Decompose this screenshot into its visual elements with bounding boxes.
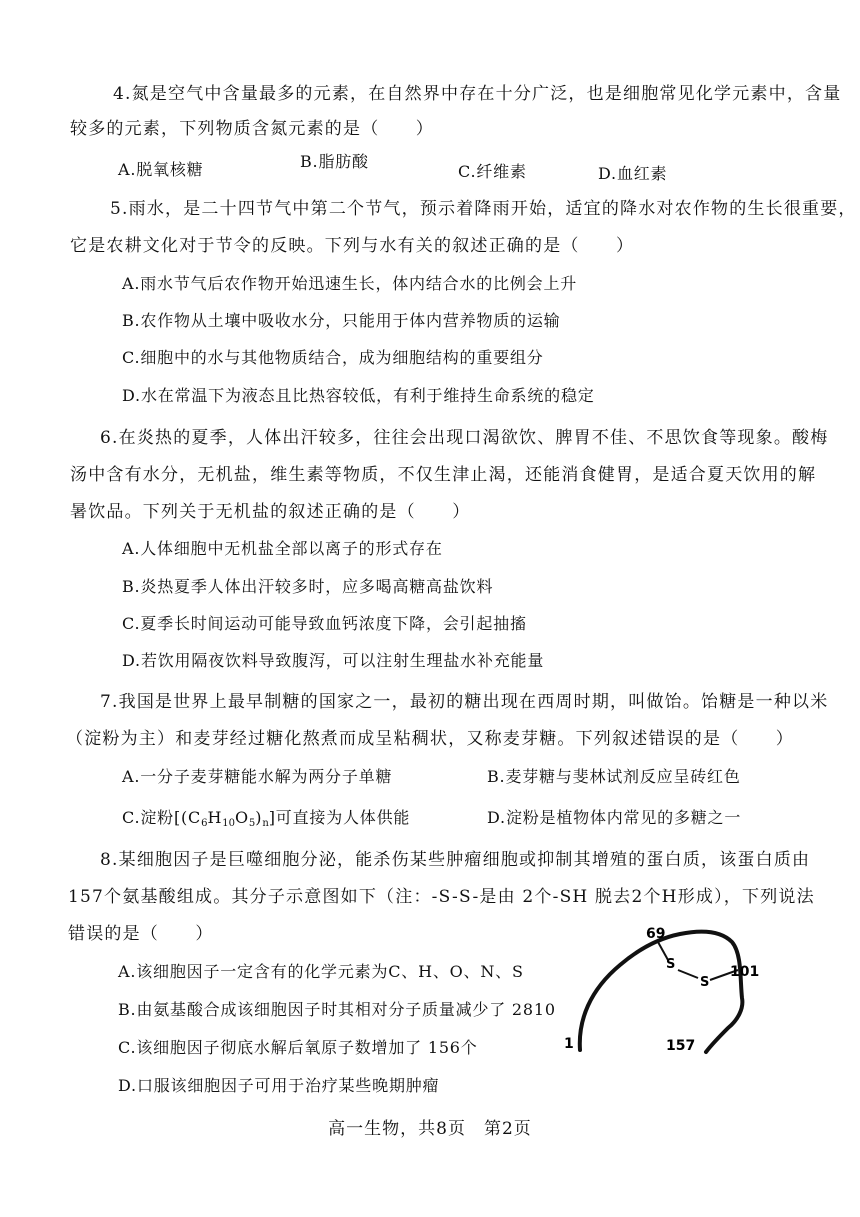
q8-option-a: A.该细胞因子一定含有的化学元素为C、H、O、N、S	[118, 962, 524, 981]
q7-option-c-sub-6: 6	[201, 818, 208, 829]
q5-option-d: D.水在常温下为液态且比热容较低，有利于维持生命系统的稳定	[122, 386, 595, 405]
q7-stem-line1: 7.我国是世界上最早制糖的国家之一，最初的糖出现在西周时期，叫做饴。饴糖是一种以米	[100, 692, 829, 712]
residue-label-101: 101	[730, 964, 760, 980]
q8-stem-line3: 错误的是（ ）	[68, 924, 214, 944]
q7-option-c-sub-10: 10	[222, 818, 235, 829]
q7-option-c-h: H	[207, 808, 223, 827]
q5-option-c: C.细胞中的水与其他物质结合，成为细胞结构的重要组分	[122, 348, 544, 367]
q7-option-c-suffix: ]可直接为人体供能	[268, 808, 411, 827]
q8-option-b: B.由氨基酸合成该细胞因子时其相对分子质量减少了 2810	[118, 1000, 556, 1019]
q5-stem-line2: 它是农耕文化对于节令的反映。下列与水有关的叙述正确的是（ ）	[70, 236, 635, 256]
q7-option-c	[122, 808, 410, 834]
q5-option-a: A.雨水节气后农作物开始迅速生长，体内结合水的比例会上升	[122, 274, 578, 293]
q5-option-b: B.农作物从土壤中吸收水分，只能用于体内营养物质的运输	[122, 311, 561, 330]
q7-option-a: A.一分子麦芽糖能水解为两分子单糖	[122, 767, 393, 786]
q7-option-c-o: O	[234, 808, 249, 827]
q6-option-b: B.炎热夏季人体出汗较多时，应多喝高糖高盐饮料	[122, 577, 494, 596]
q7-option-d: D.淀粉是植物体内常见的多糖之一	[487, 808, 742, 827]
residue-label-69: 69	[646, 926, 666, 942]
q6-option-a: A.人体细胞中无机盐全部以离子的形式存在	[122, 539, 443, 558]
protein-chain-diagram	[560, 920, 790, 1060]
q7-option-c-prefix: C.淀粉[(C	[122, 808, 202, 827]
q4-option-b: B.脂肪酸	[300, 152, 369, 171]
residue-label-157: 157	[666, 1038, 696, 1054]
q4-option-d: D.血红素	[598, 164, 668, 183]
q4-stem-line1: 4.氮是空气中含量最多的元素，在自然界中存在十分广泛，也是细胞常见化学元素中，含量	[113, 84, 842, 104]
q8-stem-line2: 157个氨基酸组成。其分子示意图如下（注：-S-S-是由 2个-SH 脱去2个H形成），下列说法	[68, 887, 815, 907]
q7-option-c-sub-5: 5	[248, 818, 256, 829]
q7-option-c-sub-n: n	[262, 818, 269, 829]
disulfide-link-2	[678, 970, 698, 978]
page-footer: 高一生物，共8页 第2页	[328, 1119, 532, 1139]
q8-option-d: D.口服该细胞因子可用于治疗某些晚期肿瘤	[118, 1076, 440, 1095]
q6-option-c: C.夏季长时间运动可能导致血钙浓度下降，会引起抽搐	[122, 614, 527, 633]
q6-stem-line1: 6.在炎热的夏季，人体出汗较多，往往会出现口渴欲饮、脾胃不佳、不思饮食等现象。酸梅	[100, 428, 829, 448]
residue-label-1: 1	[564, 1036, 574, 1052]
sulfur-label-1: S	[666, 957, 676, 972]
q8-stem-line1: 8.某细胞因子是巨噬细胞分泌，能杀伤某些肿瘤细胞或抑制其增殖的蛋白质，该蛋白质由	[100, 850, 811, 870]
q8-option-c: C.该细胞因子彻底水解后氧原子数增加了 156个	[118, 1038, 478, 1057]
q4-stem-line2: 较多的元素，下列物质含氮元素的是（ ）	[70, 119, 434, 139]
q7-option-b: B.麦芽糖与斐林试剂反应呈砖红色	[487, 767, 741, 786]
q5-stem-line1: 5.雨水，是二十四节气中第二个节气，预示着降雨开始，适宜的降水对农作物的生长很重要，	[110, 199, 857, 219]
q4-option-a: A.脱氧核糖	[118, 160, 204, 179]
q7-option-c-paren: )	[255, 808, 263, 827]
q6-option-d: D.若饮用隔夜饮料导致腹泻，可以注射生理盐水补充能量	[122, 651, 545, 670]
protein-chain-path	[580, 932, 743, 1052]
q6-stem-line2: 汤中含有水分，无机盐，维生素等物质，不仅生津止渴，还能消食健胃，是适合夏天饮用的解	[70, 465, 817, 485]
q4-option-c: C.纤维素	[458, 162, 527, 181]
sulfur-label-2: S	[700, 975, 710, 990]
q7-stem-line2: （淀粉为主）和麦芽经过糖化熬煮而成呈粘稠状，又称麦芽糖。下列叙述错误的是（ ）	[66, 729, 794, 749]
q6-stem-line3: 暑饮品。下列关于无机盐的叙述正确的是（ ）	[70, 502, 471, 522]
